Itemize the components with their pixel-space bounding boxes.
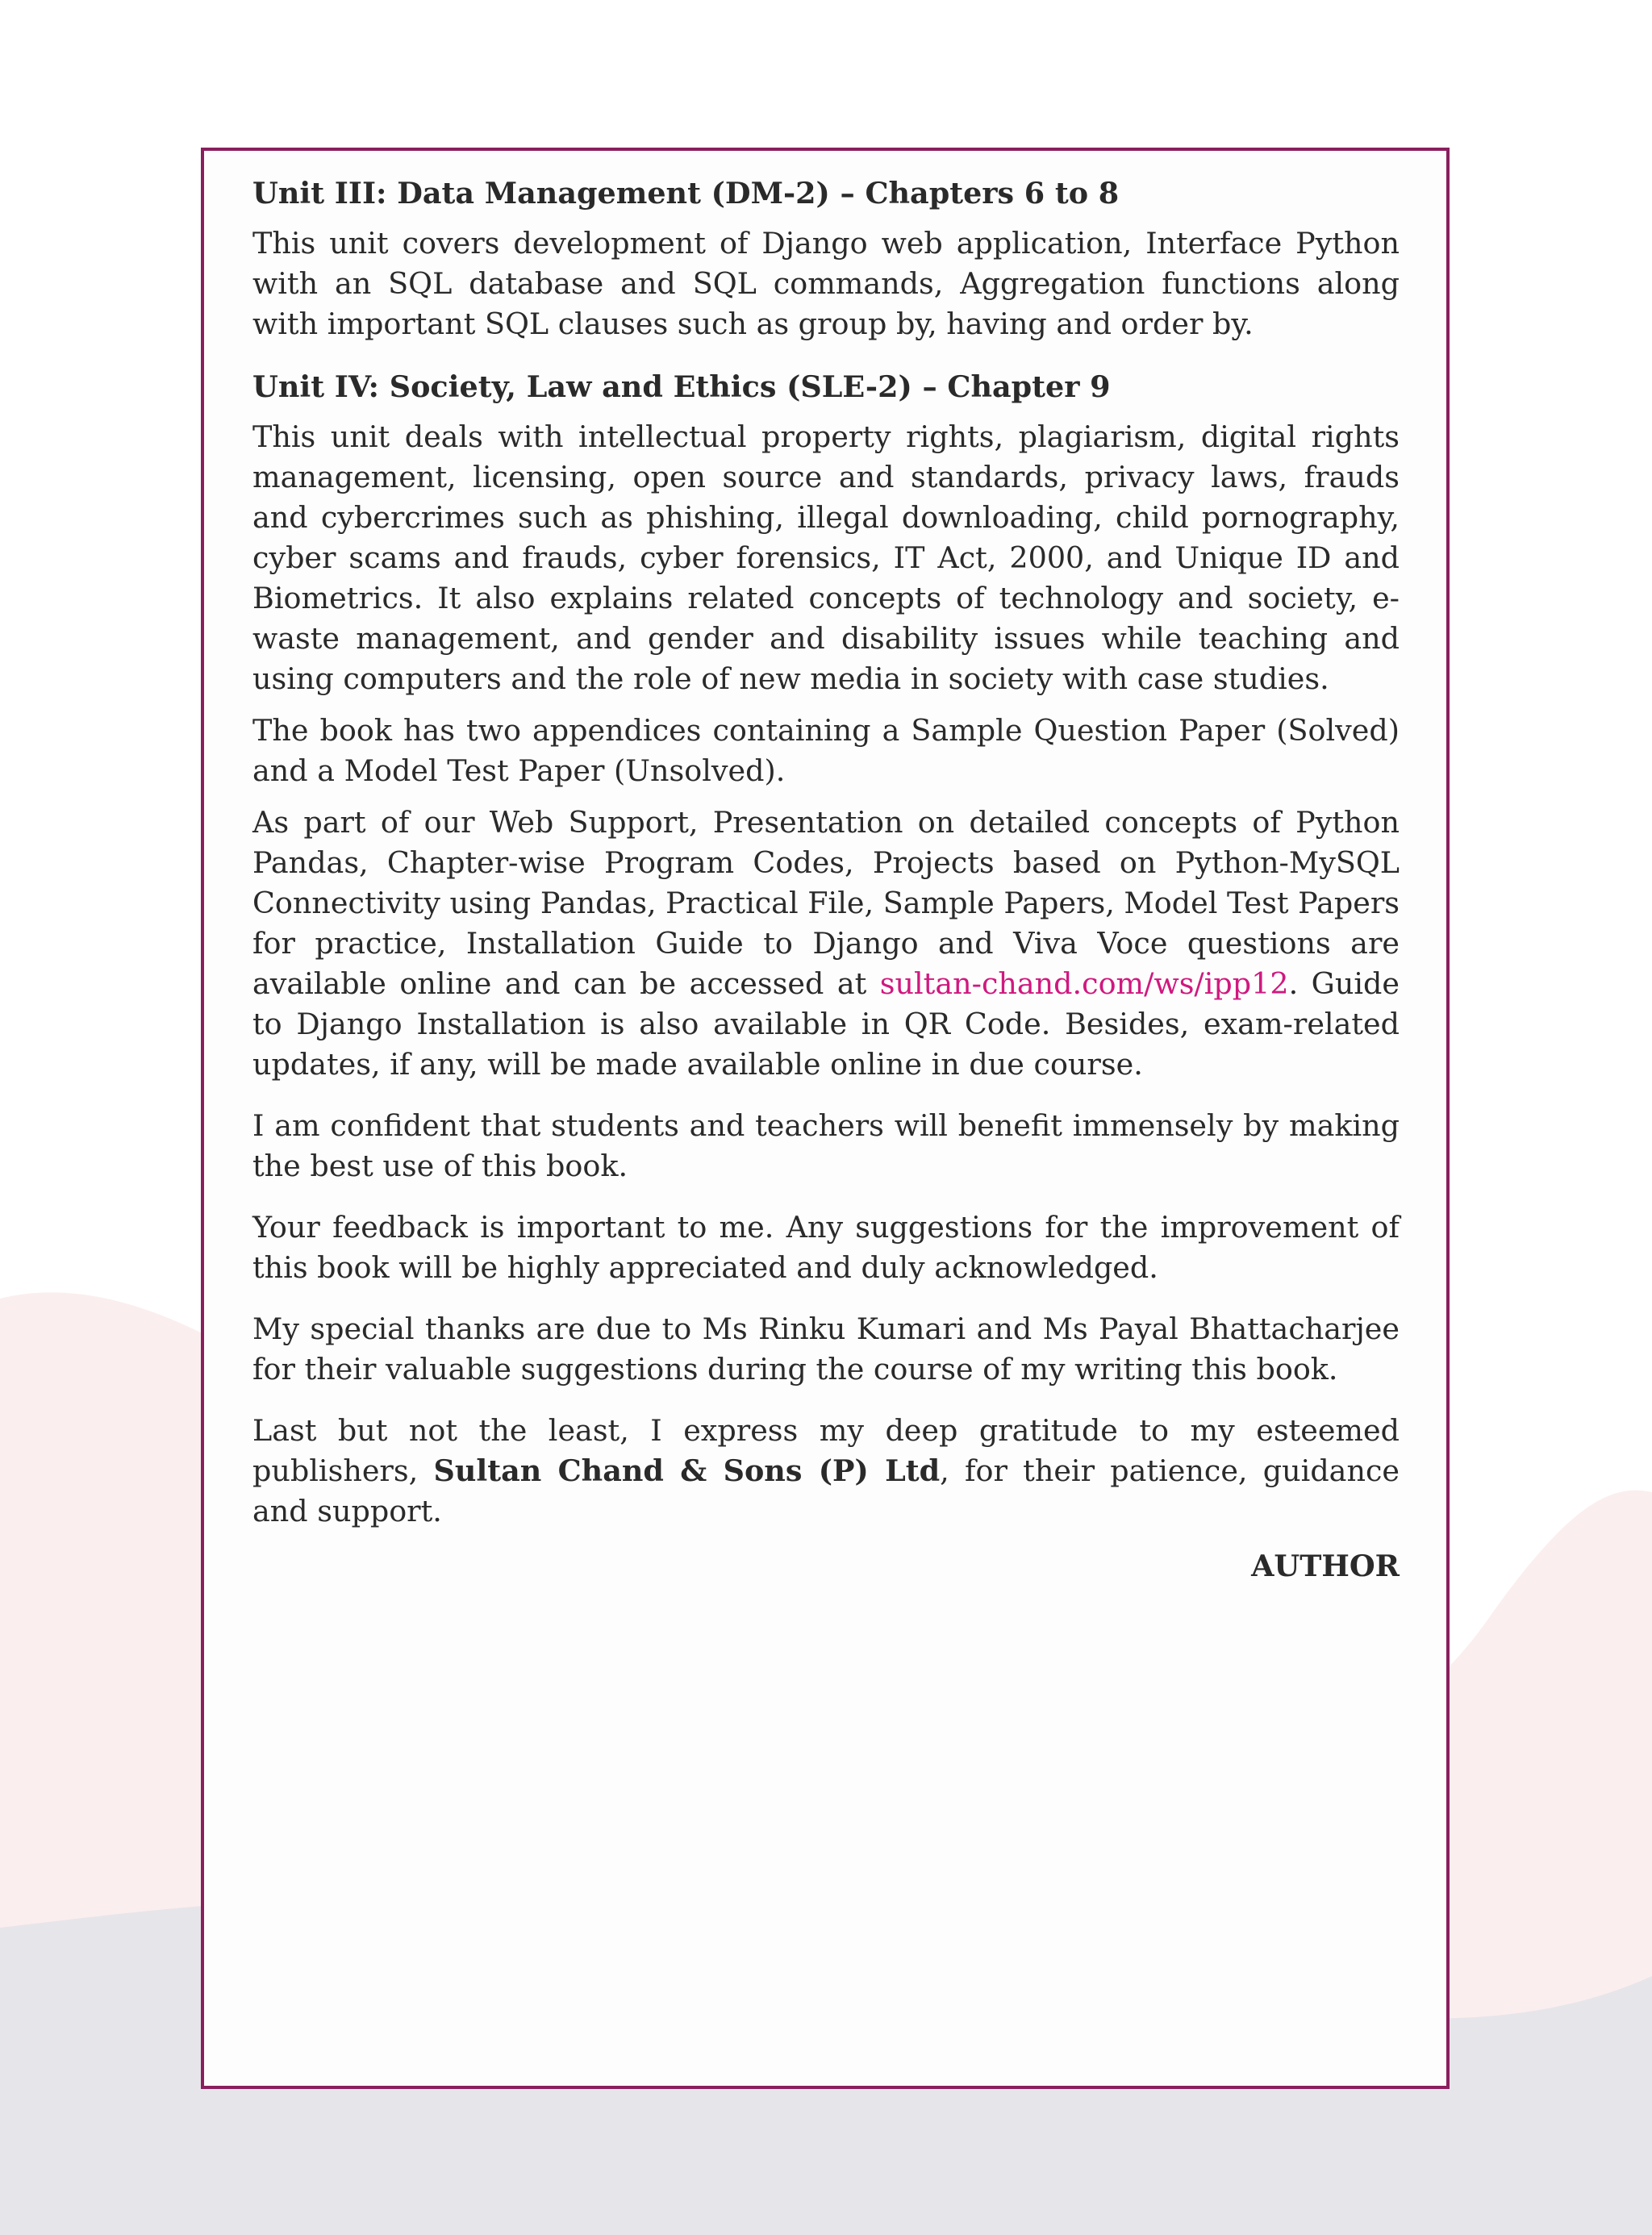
web-support-text-after-link: . Guide to Django Installation is also available in QR Code. Besides, exam-related updates, if any, will be made available online in due course. — [252, 966, 1400, 1082]
publisher-name: Sultan Chand & Sons (P) Ltd — [433, 1453, 941, 1488]
content-frame — [201, 148, 1450, 2089]
unit-3-description: This unit covers development of Django web application, Interface Python with an SQL database and SQL commands, Aggregation functions along with important SQL clauses such as group by, having and order by. — [252, 226, 1400, 341]
unit-3-heading: Unit III: Data Management (DM-2) – Chapters 6 to 8 — [252, 176, 1120, 211]
feedback-paragraph: Your feedback is important to me. Any suggestions for the improvement of this book will be highly appreciated and duly acknowledged. — [252, 1210, 1400, 1285]
gratitude-text-before: Last but not the least, I express my deep gratitude to my esteemed publishers, — [252, 1413, 1400, 1488]
confident-paragraph: I am confident that students and teachers will benefit immensely by making the best use of this book. — [252, 1108, 1400, 1183]
web-support-link[interactable]: sultan-chand.com/ws/ipp12 — [879, 966, 1289, 1001]
gratitude-paragraph — [252, 1411, 1400, 1532]
unit-4-description: This unit deals with intellectual property rights, plagiarism, digital rights management, licensing, open source and standards, privacy laws, frauds and cybercrimes such as phishing, illegal downloading, child pornography, cyber scams and frauds, cyber forensics, IT Act, 2000, and Unique ID and Biometrics. It also explains related concepts of technology and society, e-waste management, and gender and disability issues while teaching and using computers and the role of new media in society with case studies. — [252, 419, 1400, 696]
preface-text — [252, 173, 1400, 1587]
appendices-paragraph: The book has two appendices containing a Sample Question Paper (Solved) and a Model Test Paper (Unsolved). — [252, 713, 1400, 788]
gratitude-text-after: , for their patience, guidance and support. — [252, 1453, 1400, 1528]
author-signature: AUTHOR — [1251, 1549, 1400, 1583]
web-support-paragraph — [252, 803, 1400, 1085]
web-support-text-before-link: As part of our Web Support, Presentation on detailed concepts of Python Pandas, Chapter-wise Program Codes, Projects based on Python-MySQL Connectivity using Pandas, Practical File, Sample Papers, Model Test Papers for practice, Installation Guide to Django and Viva Voce questions are available online and can be accessed at — [252, 805, 1400, 1001]
thanks-paragraph: My special thanks are due to Ms Rinku Kumari and Ms Payal Bhattacharjee for their valuable suggestions during the course of my writing this book. — [252, 1311, 1400, 1386]
unit-4-heading: Unit IV: Society, Law and Ethics (SLE-2) – Chapter 9 — [252, 369, 1111, 404]
